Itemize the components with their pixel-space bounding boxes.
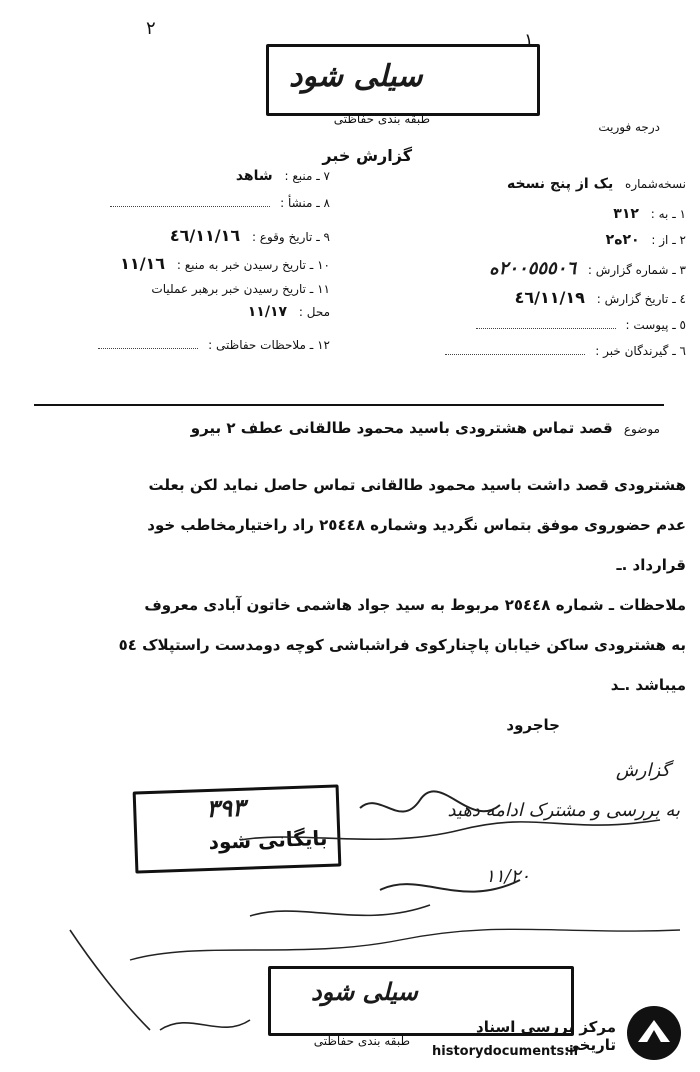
copies-value: یک از پنج نسخه (506, 176, 614, 192)
subject-label: موضوع (623, 422, 660, 436)
report-number-label: ٣ ـ شماره گزارش : (587, 263, 686, 277)
watermark-logo (620, 1002, 690, 1064)
from-label: ٢ ـ از : (651, 233, 686, 247)
to-label: ١ ـ به : (650, 207, 686, 221)
body-line-2: عدم حضوروی موفق بتماس نگردید وشماره ٢٥٤٤٨ راد راختیارمخاطب خود (147, 516, 686, 534)
source-label: ٧ ـ منبع : (284, 169, 330, 183)
subject-value: قصد تماس هشترودی باسید محمود طالقانی عطف ٢ بیرو (190, 419, 613, 437)
body-line-1: هشترودی قصد داشت باسید محمود طالقانی تماس حاصل نماید لکن بعلت (148, 476, 686, 494)
watermark-name: مرکز بررسی اسناد تاریخی (476, 1018, 616, 1054)
occurrence-date-value: ٤٦/١١/١٦ (169, 226, 241, 245)
corner-mark-right: ١ (524, 30, 534, 51)
attachment-label: ٥ ـ پیوست : (625, 318, 686, 332)
report-title: گزارش خبر (322, 146, 412, 165)
report-number-value: ٢٠٠٥٥٥٠٦ه (489, 258, 577, 279)
report-date-value: ٤٦/١١/١٩ (514, 288, 585, 307)
body-line-6: میباشد .ـد (610, 676, 686, 694)
archive-logo-icon (620, 1002, 690, 1064)
handwritten-note-3: ١١/٢٠ (485, 866, 530, 887)
security-notes-label: ١٢ ـ ملاحظات حفاظتی : (208, 338, 330, 352)
copies-label: نسخه‌شماره (625, 177, 686, 191)
archive-stamp-number: ٣٩٣ (205, 792, 246, 824)
received-ops-label: ١١ ـ تاریخ رسیدن خبر برهبر عملیات (151, 282, 330, 296)
handwritten-note-2: به بررسی و مشترک ادامه دهید (447, 800, 680, 821)
signature-name: جاجرود (506, 716, 560, 734)
top-stamp-text: سیلی شود (289, 59, 423, 94)
urgency-label: درجه فوریت (598, 120, 660, 134)
bottom-stamp-text: سیلی شود (311, 977, 418, 1006)
received-source-label: ١٠ ـ تاریخ رسیدن خبر به منبع : (176, 258, 330, 272)
archive-stamp-text: بایگانی شود (208, 825, 328, 854)
to-value: ٣١٢ (613, 206, 639, 222)
body-line-4: ملاحظات ـ شماره ٢٥٤٤٨ مربوط به سید جواد هاشمی خاتون آبادی معروف (144, 596, 686, 614)
place-value: ١١/١٧ (247, 304, 288, 320)
watermark-url: historydocuments.ir (432, 1044, 581, 1059)
occurrence-date-label: ٩ ـ تاریخ وقوع : (251, 230, 330, 244)
bottom-classification-caption: طبقه بندی حفاظتی (313, 1034, 410, 1048)
body-line-5: به هشترودی ساکن خیابان پاچنارکوی فراشباشی کوچه دومدست راستپلاک ٥٤ (118, 636, 686, 654)
received-source-value: ١١/١٦ (120, 254, 166, 273)
from-value: ٢٠ه٢ (605, 232, 640, 248)
body-line-3: قرارداد .ـ (616, 556, 686, 574)
place-label: محل : (298, 305, 330, 319)
top-classification-caption: طبقه بندی حفاظتی (333, 112, 430, 126)
origin-label: ٨ ـ منشأ : (280, 196, 330, 210)
corner-mark-left: ٢ (146, 18, 156, 39)
report-date-label: ٤ ـ تاریخ گزارش : (596, 292, 686, 306)
handwritten-note-1: گزارش (615, 760, 670, 781)
recipients-label: ٦ ـ گیرندگان خبر : (595, 344, 686, 358)
source-value: شاهد (235, 168, 273, 184)
